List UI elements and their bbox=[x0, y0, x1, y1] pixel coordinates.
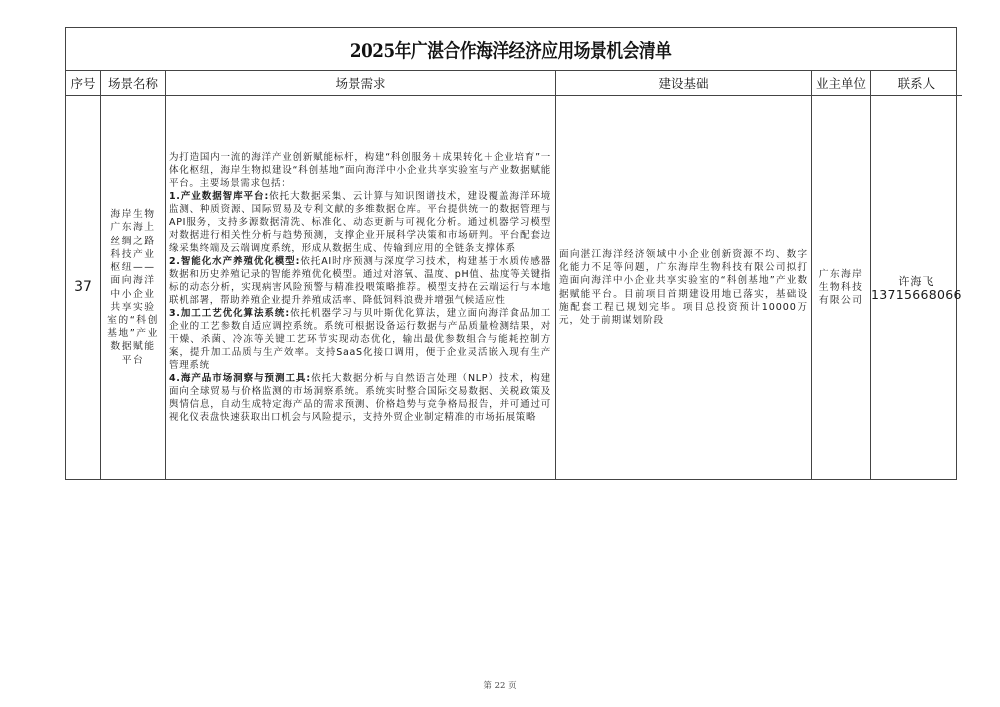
demand-item-2 bbox=[169, 255, 551, 307]
basis-text: 面向湛江海洋经济领域中小企业创新资源不均、数字化能力不足等问题，广东海岸生物科技有限公司拟打造面向海洋中小企业共享实验室的“科创基地”产业数据赋能平台。目前项目首期建设用地已落实，基础设施配套工程已规划完毕。项目总投资预计10000万元，处于前期谋划阶段 bbox=[559, 248, 808, 326]
header-owner: 业主单位 bbox=[812, 71, 871, 96]
contact-name: 许海飞 bbox=[898, 274, 935, 288]
row-contact bbox=[871, 96, 962, 479]
demand-item-3-text: 依托机器学习与贝叶斯优化算法，建立面向海洋食品加工企业的工艺参数自适应调控系统。系统可根据设备运行数据与产品质量检测结果，对干燥、杀菌、冷冻等关键工艺环节实现动态优化，输出最优参数组合与能耗控制方案，提升加工品质与生产效率。支持SaaS化接口调用，便于企业灵活嵌入现有生产管理系统 bbox=[169, 308, 551, 371]
header-construction-basis: 建设基础 bbox=[556, 71, 812, 96]
row-scene-demand bbox=[166, 96, 556, 479]
header-seq: 序号 bbox=[66, 71, 101, 96]
demand-item-4-heading: 4.海产品市场洞察与预测工具: bbox=[169, 373, 311, 384]
demand-item-2-heading: 2.智能化水产养殖优化模型: bbox=[169, 256, 301, 267]
header-scene-name: 场景名称 bbox=[101, 71, 166, 96]
demand-item-1-text: 依托大数据采集、云计算与知识图谱技术，建设覆盖海洋环境监测、种质资源、国际贸易及专利文献的多维数据仓库。平台提供统一的数据管理与API服务，支持多源数据清洗、标准化、动态更新与可视化分析。通过机器学习模型对数据进行相关性分析与趋势预测，支撑企业开展科学决策和市场研判。平台配套边缘采集终端及云端调度系统，形成从数据生成、传输到应用的全链条支撑体系 bbox=[169, 191, 551, 254]
demand-item-4-text: 依托大数据分析与自然语言处理（NLP）技术，构建面向全球贸易与价格监测的市场洞察系统。系统实时整合国际交易数据、关税政策及舆情信息，自动生成特定海产品的需求预测、价格趋势与竞争格局报告，并可通过可视化仪表盘快速获取出口机会与风险提示，支持外贸企业制定精准的市场拓展策略 bbox=[169, 373, 551, 423]
row-scene-name: 海岸生物广东海上丝绸之路科技产业枢纽——面向海洋中小企业共享实验室的“科创基地”产业数据赋能平台 bbox=[101, 96, 166, 479]
title-row bbox=[66, 28, 956, 71]
demand-intro: 为打造国内一流的海洋产业创新赋能标杆，构建“科创服务＋成果转化＋企业培育”一体化枢纽，海岸生物拟建设“科创基地”面向海洋中小企业共享实验室与产业数据赋能平台。主要场景需求包括： bbox=[169, 152, 551, 189]
demand-item-3-heading: 3.加工工艺优化算法系统: bbox=[169, 308, 290, 319]
header-scene-demand: 场景需求 bbox=[166, 71, 556, 96]
opportunity-list-table bbox=[65, 27, 962, 480]
demand-item-2-text: 依托AI时序预测与深度学习技术，构建基于水质传感器数据和历史养殖记录的智能养殖优化模型。通过对溶氧、温度、pH值、盐度等关键指标的动态分析，实现病害风险预警与精准投喂策略推荐。模型支持在云端运行与本地联机部署，帮助养殖企业提升养殖成活率、降低饲料浪费并增强气候适应性 bbox=[169, 256, 551, 306]
demand-item-4 bbox=[169, 372, 551, 424]
demand-item-1-heading: 1.产业数据智库平台: bbox=[169, 191, 269, 202]
demand-item-3 bbox=[169, 307, 551, 372]
document-title: 2025年广湛合作海洋经济应用场景机会清单 bbox=[350, 39, 672, 62]
demand-item-1 bbox=[169, 190, 551, 255]
header-contact: 联系人 bbox=[871, 71, 962, 96]
page-number: 第 22 页 bbox=[483, 681, 517, 691]
table-grid bbox=[66, 71, 962, 479]
row-construction-basis bbox=[556, 96, 812, 479]
contact-phone: 13715668066 bbox=[871, 286, 962, 302]
row-owner: 广东海岸生物科技有限公司 bbox=[812, 96, 871, 479]
row-seq: 37 bbox=[66, 96, 101, 479]
